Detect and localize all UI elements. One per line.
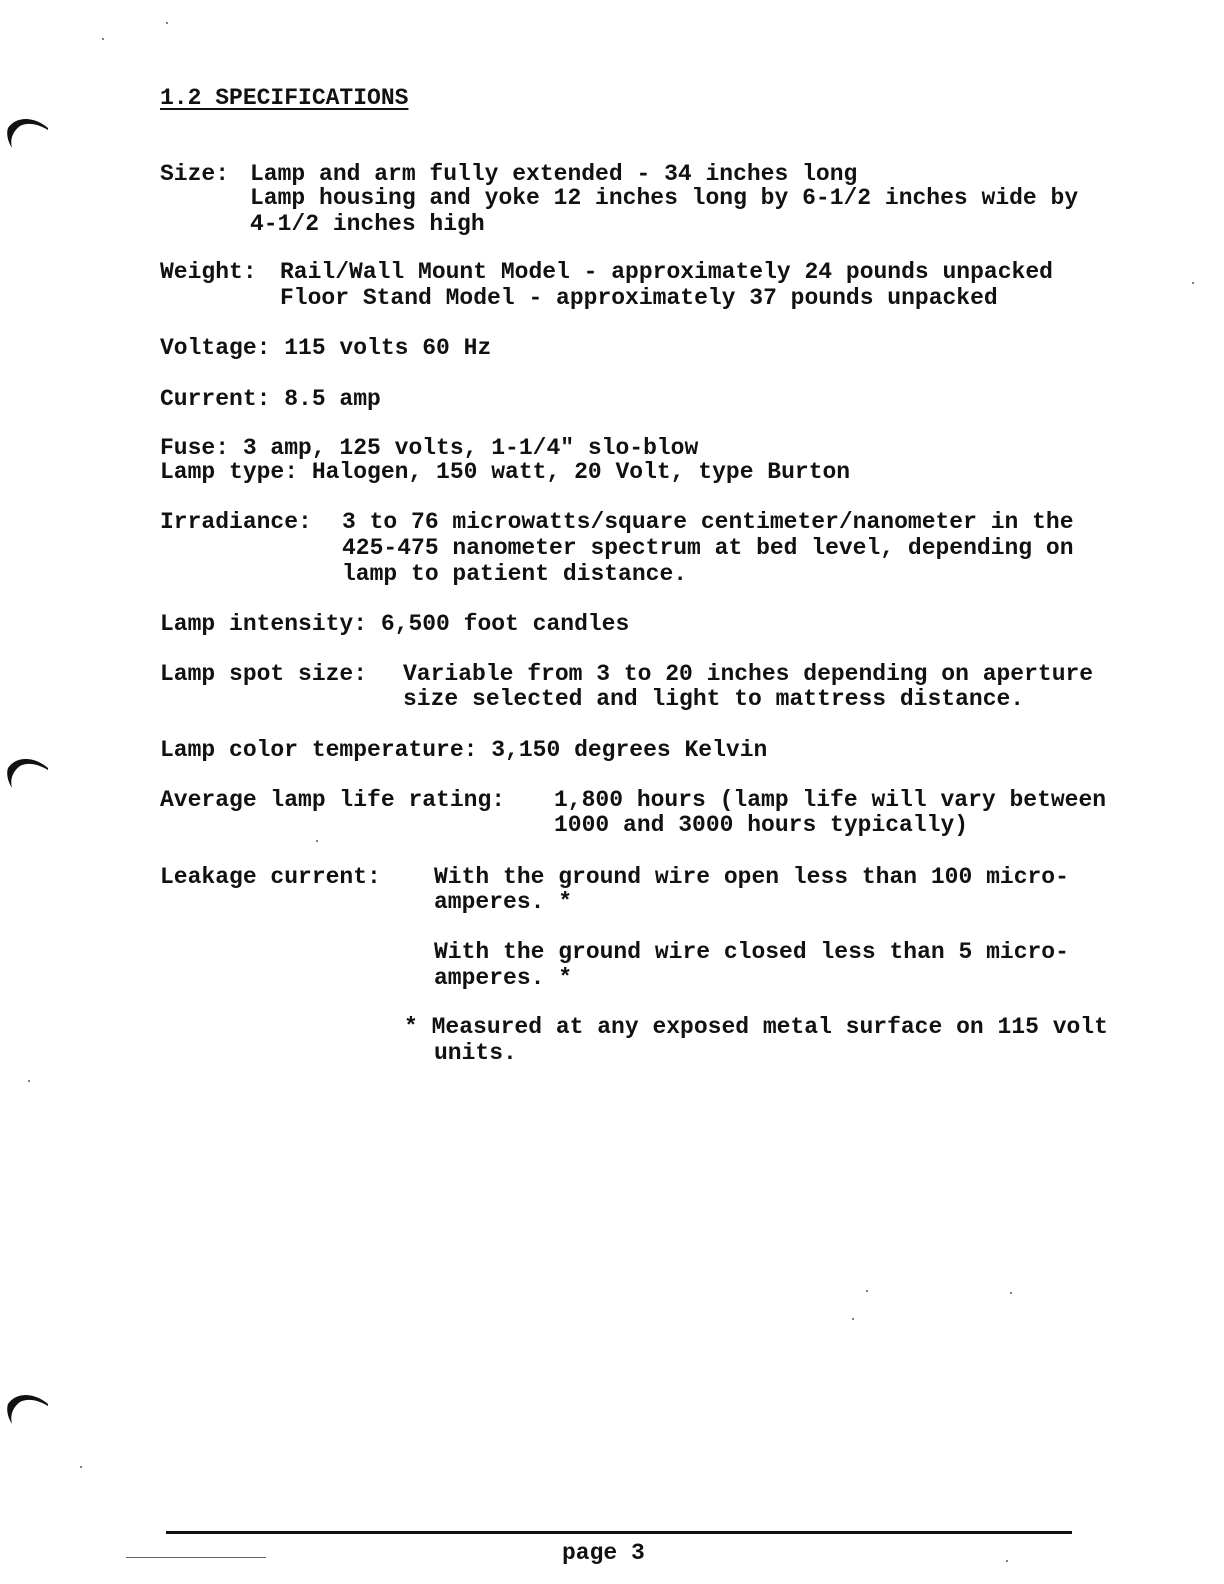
- leakage-open-line-2: amperes. *: [434, 889, 573, 915]
- leakage-closed-line-2: amperes. *: [434, 965, 573, 991]
- weight-label: Weight:: [160, 259, 257, 285]
- lamp-life-line-2: 1000 and 3000 hours typically): [554, 812, 969, 838]
- scan-speck: [28, 1080, 30, 1082]
- size-line-2: Lamp housing and yoke 12 inches long by 6-1/2 inches wide by: [250, 185, 1079, 211]
- footer-rule: [166, 1531, 1072, 1534]
- irradiance-line-1: 3 to 76 microwatts/square centimeter/nanometer in the: [342, 509, 1074, 535]
- size-line-1: Lamp and arm fully extended - 34 inches long: [250, 161, 858, 187]
- section-heading: 1.2 SPECIFICATIONS: [160, 85, 409, 111]
- color-temperature-spec: Lamp color temperature: 3,150 degrees Kelvin: [160, 737, 768, 763]
- fuse-spec: Fuse: 3 amp, 125 volts, 1-1/4" slo-blow: [160, 435, 699, 461]
- leakage-closed-line-1: With the ground wire closed less than 5 micro-: [434, 939, 1069, 965]
- spot-size-label: Lamp spot size:: [160, 661, 368, 687]
- spot-size-line-1: Variable from 3 to 20 inches depending on aperture: [403, 661, 1094, 687]
- lamp-life-label: Average lamp life rating:: [160, 787, 506, 813]
- voltage-spec: Voltage: 115 volts 60 Hz: [160, 335, 492, 361]
- leakage-label: Leakage current:: [160, 864, 381, 890]
- scan-speck: [102, 38, 104, 40]
- lamp-intensity-spec: Lamp intensity: 6,500 foot candles: [160, 611, 630, 637]
- binder-hole-mark: [4, 1388, 48, 1428]
- size-line-3: 4-1/2 inches high: [250, 211, 485, 237]
- weight-line-2: Floor Stand Model - approximately 37 pounds unpacked: [280, 285, 998, 311]
- irradiance-line-2: 425-475 nanometer spectrum at bed level, depending on: [342, 535, 1074, 561]
- leakage-footnote-line-2: units.: [434, 1040, 517, 1066]
- page-number: page 3: [562, 1540, 645, 1566]
- irradiance-line-3: lamp to patient distance.: [342, 561, 688, 587]
- spot-size-line-2: size selected and light to mattress distance.: [403, 686, 1025, 712]
- weight-line-1: Rail/Wall Mount Model - approximately 24 pounds unpacked: [280, 259, 1053, 285]
- scan-speck: [1006, 1560, 1008, 1562]
- size-label: Size:: [160, 161, 230, 187]
- binder-hole-mark: [4, 752, 48, 792]
- leakage-footnote-line-1: * Measured at any exposed metal surface on 115 volt: [404, 1014, 1108, 1040]
- scan-speck: [1192, 282, 1194, 284]
- scan-speck: [1010, 1292, 1012, 1294]
- scan-speck: [866, 1290, 868, 1292]
- footer-blue-line: [126, 1557, 266, 1558]
- leakage-open-line-1: With the ground wire open less than 100 micro-: [434, 864, 1069, 890]
- current-spec: Current: 8.5 amp: [160, 386, 381, 412]
- scan-speck: [316, 840, 318, 842]
- lamp-type-spec: Lamp type: Halogen, 150 watt, 20 Volt, type Burton: [160, 459, 851, 485]
- binder-hole-mark: [4, 112, 48, 152]
- lamp-life-line-1: 1,800 hours (lamp life will vary between: [554, 787, 1107, 813]
- scan-speck: [852, 1318, 854, 1320]
- scan-speck: [166, 22, 168, 24]
- scan-speck: [80, 1466, 82, 1468]
- irradiance-label: Irradiance:: [160, 509, 312, 535]
